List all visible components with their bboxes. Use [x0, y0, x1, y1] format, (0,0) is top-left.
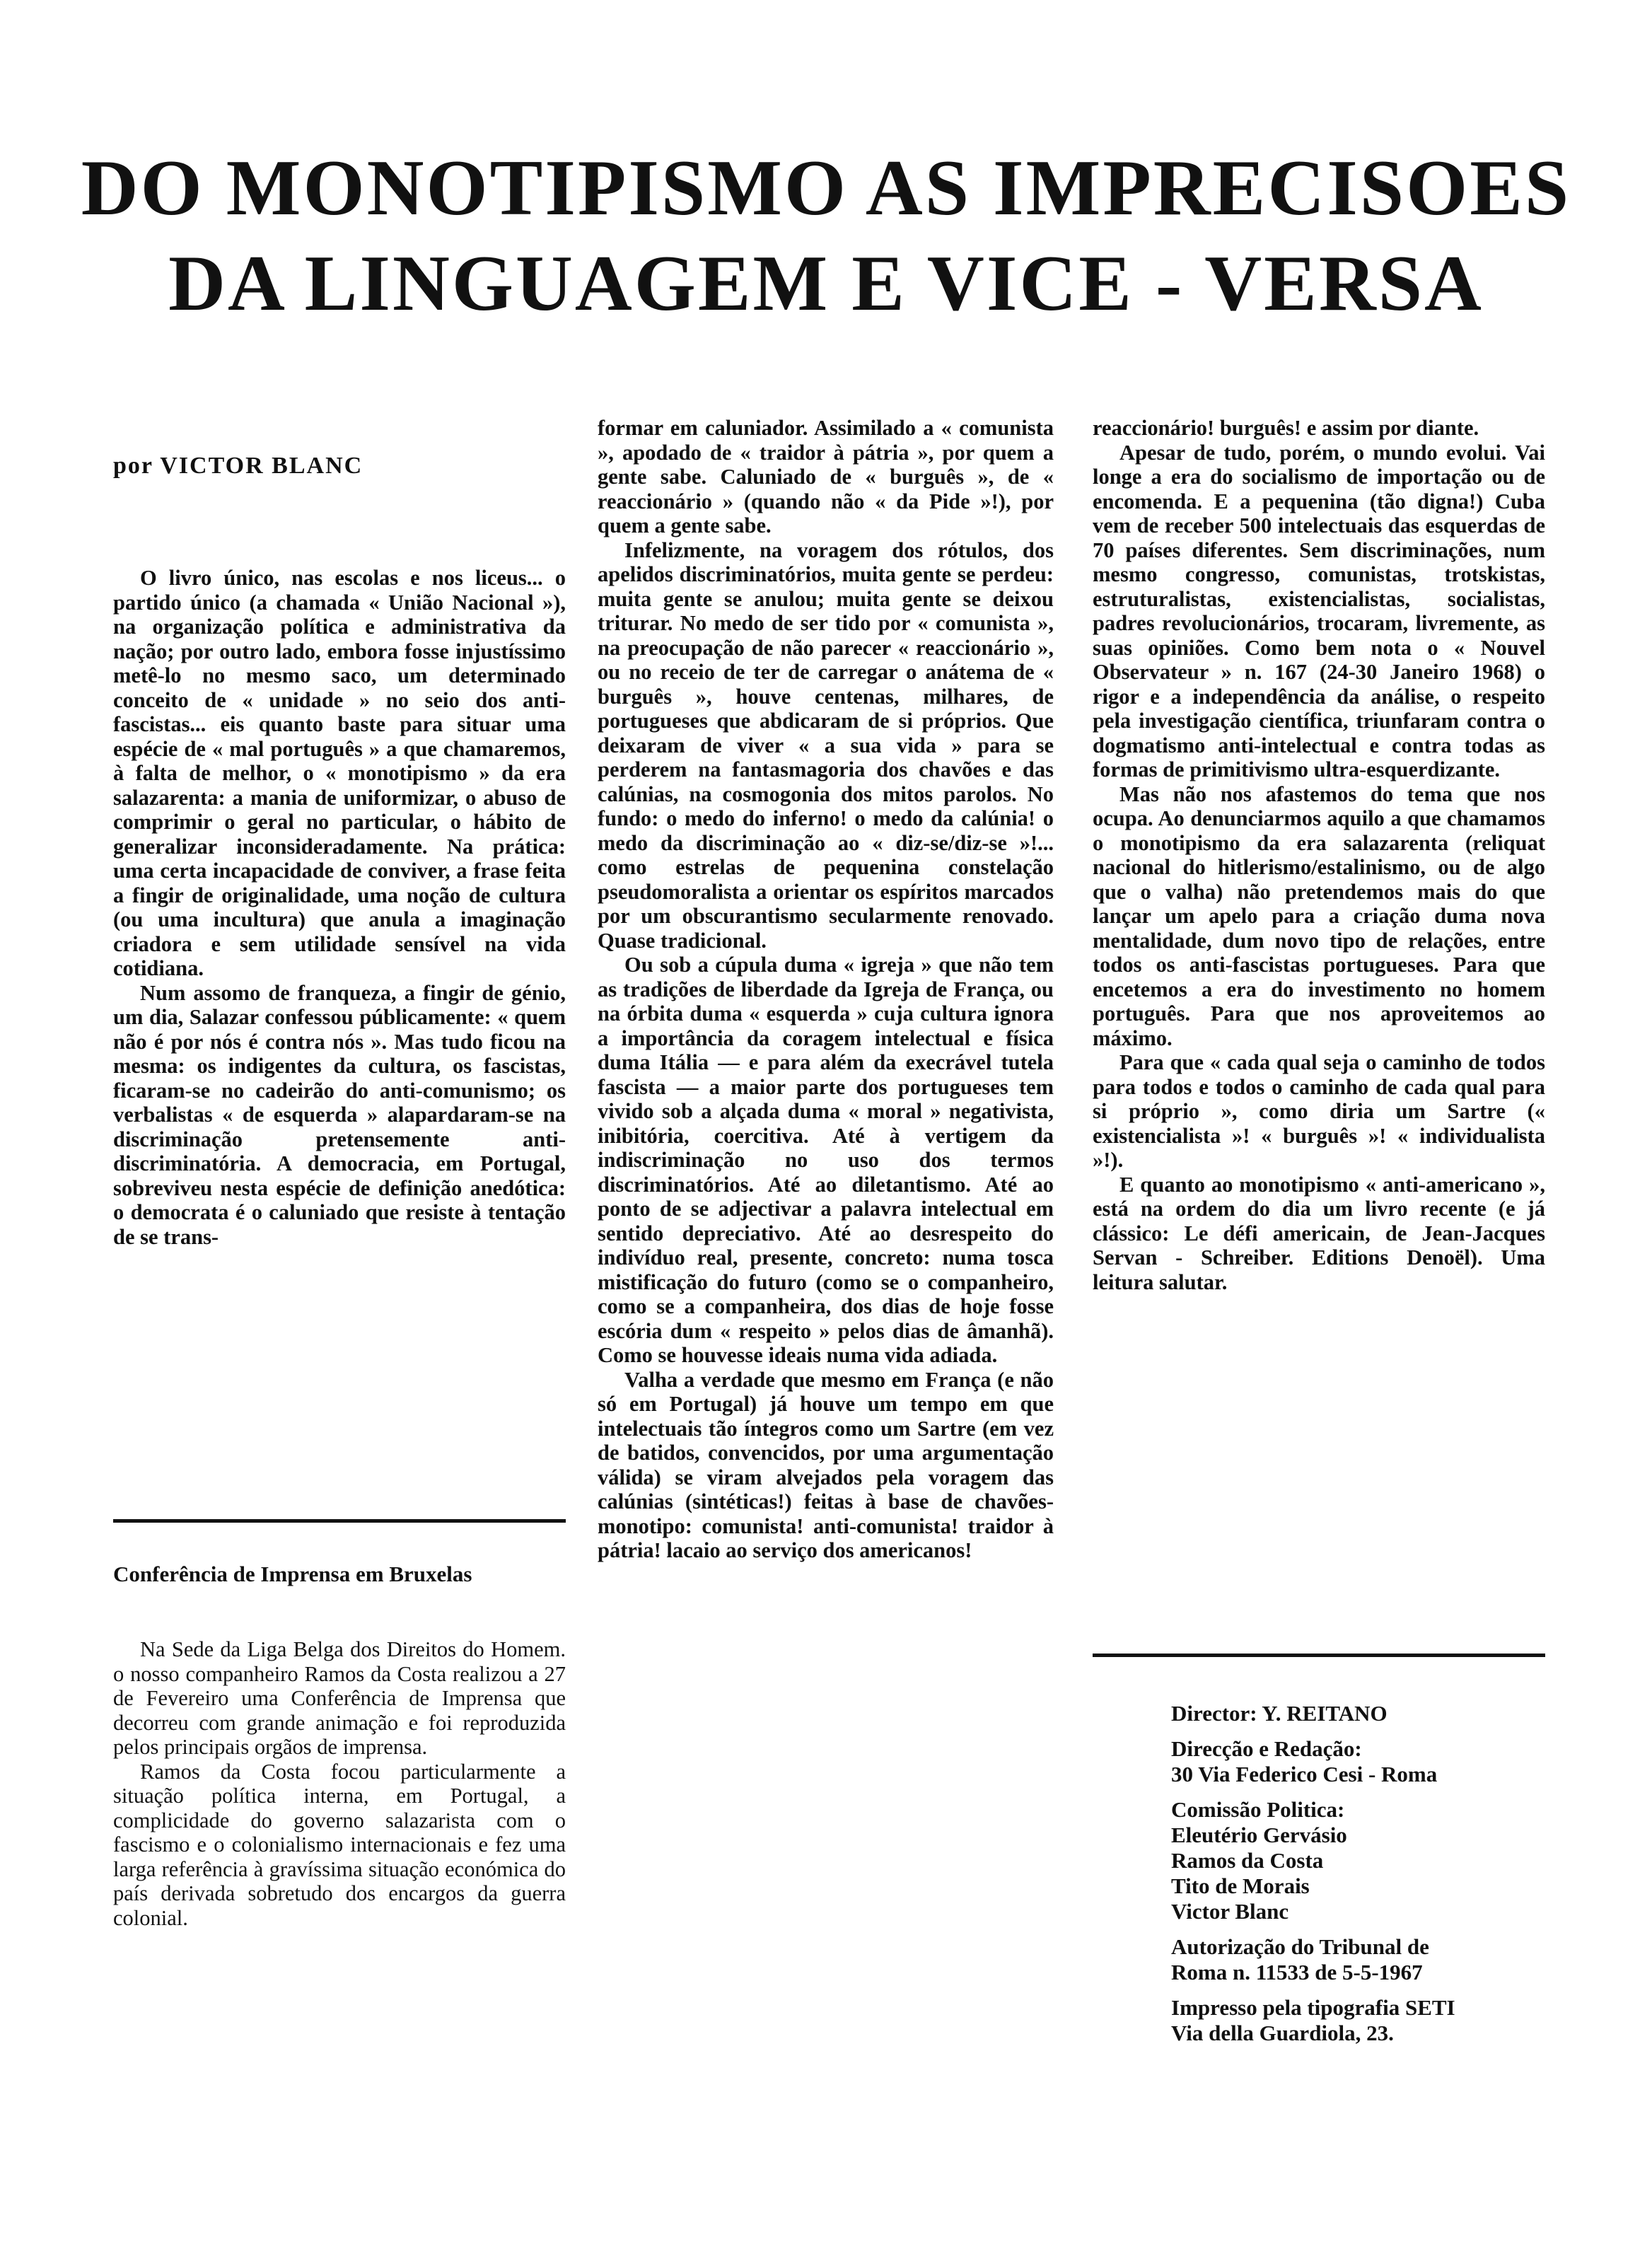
article-paragraph: Apesar de tudo, porém, o mundo evolui. Vai longe a era do socialismo de importação ou de encomenda. E a pequenina (tão digna!) Cuba vem de receber 500 intelectuais das esquerdas de 70 países diferentes. Sem discriminações, num mesmo congresso, comunistas, trotskistas, estruturalistas, existencialistas, socialistas, padres revolucionários, trocaram, livremente, as suas opiniões. Como bem nota o « Nouvel Observateur » n. 167 (24-30 Janeiro 1968) o rigor e a independência da análise, o respeito pela investigação científica, triunfaram contra o dogmatismo anti-intelectual e contra todas as formas de primitivismo ultra-esquerdizante.: [1093, 440, 1545, 781]
section-divider: [113, 1519, 566, 1523]
article-paragraph: Ramos da Costa focou particularmente a situação política interna, em Portugal, a complicidade do governo salazarista com o fascismo e o colonialismo internacionais e fez uma larga referência à gravíssima situação económica do país derivada sobretudo dos encargos da guerra colonial.: [113, 1759, 566, 1930]
masthead: [1171, 1701, 1468, 2056]
article-paragraph: Infelizmente, na voragem dos rótulos, dos apelidos discriminatórios, muita gente se perdeu: muita gente se anulou; muita gente se deixou triturar. No medo de ser tido por « comunista », na preocupação de não parecer « reaccionário », ou no receio de ter de carregar o anátema de « burguês », houve centenas, milhares, de portugueses que abdicaram de si próprios. Que deixaram de viver « a sua vida » para se perderem na fantasmagoria dos chavões e das calúnias, na cosmogonia dos mitos parolos. No fundo: o medo do inferno! o medo da calúnia! o medo da discriminação ao « diz-se/diz-se »!... como estrelas de pequenina constelação pseudomoralista a orientar os espíritos marcados por um obscurantismo secularmente renovado. Quase tradicional.: [598, 537, 1054, 953]
article-paragraph: E quanto ao monotipismo « anti-americano », está na ordem do dia um livro recente (e já clássico: Le défi americain, de Jean-Jacques Servan - Schreiber. Editions Denoël). Uma leitura salutar.: [1093, 1172, 1545, 1294]
article-paragraph: Na Sede da Liga Belga dos Direitos do Homem. o nosso companheiro Ramos da Costa realizou a 27 de Fevereiro uma Conferência de Imprensa que decorreu com grande animação e foi reproduzida pelos principais orgãos de imprensa.: [113, 1637, 566, 1759]
printer-line: Impresso pela tipografia SETI: [1171, 1995, 1455, 2020]
director-line: Director: Y. REITANO: [1171, 1701, 1388, 1726]
press-conference-heading: Conferência de Imprensa em Bruxelas: [113, 1562, 472, 1586]
commission-member: Ramos da Costa: [1171, 1848, 1324, 1873]
masthead-divider: [1093, 1654, 1545, 1657]
commission-member: Tito de Morais: [1171, 1873, 1310, 1898]
article-paragraph: Ou sob a cúpula duma « igreja » que não tem as tradições de liberdade da Igreja de França, ou na órbita duma « esquerda » cuja cultura ignora a importância da coragem intelectual e física duma Itália — e para além da execrável tutela fascista — a maior parte dos portugueses tem vivido sob a alçada duma « moral » negativista, inibitória, coercitiva. Até à vertigem da indiscriminação no uso dos termos discriminatórios. Até ao diletantismo. Até ao ponto de se adjectivar a palavra intelectual em sentido depreciativo. Até ao desrespeito do indivíduo real, presente, concreto: numa tosca mistificação do futuro (como se o companheiro, como se a companheira, dos dias de hoje fosse escória dum « respeito » pelos dias de âmanhã). Como se houvesse ideais numa vida adiada.: [598, 953, 1054, 1367]
court-authorization: Autorização do Tribunal de Roma n. 11533 de 5-5-1967: [1171, 1934, 1429, 1984]
article-paragraph: O livro único, nas escolas e nos liceus... o partido único (a chamada « União Nacional »), na organização política e administrativa da nação; por outro lado, embora fosse injustíssimo metê-lo no mesmo saco, um determinado conceito de « unidade » no seio dos anti-fascistas... eis quanto baste para situar uma espécie de « mal português » a que chamaremos, à falta de melhor, o « monotipismo » da era salazarenta: a mania de uniformizar, o abuso de comprimir o geral no particular, o hábito de generalizar inconsideradamente. Na prática: uma certa incapacidade de conviver, a frase feita a fingir de originalidade, uma noção de cultura (ou uma incultura) que anula a imaginação criadora e sem utilidade sensível na vida cotidiana.: [113, 566, 566, 980]
article-paragraph: Para que « cada qual seja o caminho de todos para todos e todos o caminho de cada qual para si próprio », como diria um Sartre (« existencialista »! « burguês »! « individualista »!).: [1093, 1050, 1545, 1172]
article-paragraph: reaccionário! burguês! e assim por diante.: [1093, 416, 1479, 440]
article-paragraph: Valha a verdade que mesmo em França (e não só em Portugal) já houve um tempo em que intelectuais tão íntegros como um Sartre (em vez de batidos, convencidos, por uma argumentação válida) se viram alvejados pela voragem das calúnias (sintéticas!) feitas à base de chavões-monotipo: comunista! anti-comunista! traidor à pátria! lacaio ao serviço dos americanos!: [598, 1367, 1054, 1562]
article-column-3: [1093, 416, 1545, 1294]
press-conference-body: [113, 1637, 566, 1930]
printer-info: [1171, 1995, 1468, 2046]
article-column-1: [113, 566, 566, 1249]
commission-member: Eleutério Gervásio: [1171, 1823, 1347, 1847]
article-paragraph: formar em caluniador. Assimilado a « comunista », apodado de « traidor à pátria », por quem a gente sabe. Caluniado de « burguês », de « reaccionário » (quando não « da Pide »!), por quem a gente sabe.: [598, 416, 1054, 537]
byline: por VICTOR BLANC: [113, 453, 363, 479]
political-commission: [1171, 1797, 1468, 1924]
headline-line-1: DO MONOTIPISMO AS IMPRECISOES: [81, 144, 1571, 232]
commission-member: Victor Blanc: [1171, 1899, 1289, 1924]
editorial-label: Direcção e Redação:: [1171, 1736, 1362, 1761]
article-column-2: [598, 416, 1054, 1563]
article-paragraph: Mas não nos afastemos do tema que nos ocupa. Ao denunciarmos aquilo a que chamamos o monotipismo da era salazarenta (reliquat nacional do hitlerismo/estalinismo, ou de algo que o valha) não pretendemos mais do que lançar um apelo para a criação duma nova mentalidade, dum novo tipo de relações, entre todos os anti-fascistas portugueses. Para que encetemos a era do investimento no homem português. Para que nos aproveitemos ao máximo.: [1093, 781, 1545, 1050]
editorial-address-line: 30 Via Federico Cesi - Roma: [1171, 1762, 1438, 1786]
commission-label: Comissão Politica:: [1171, 1797, 1345, 1822]
printer-address: Via della Guardiola, 23.: [1171, 2021, 1394, 2045]
editorial-address: [1171, 1736, 1468, 1787]
headline-line-2: DA LINGUAGEM E VICE - VERSA: [168, 240, 1484, 327]
article-paragraph: Num assomo de franqueza, a fingir de génio, um dia, Salazar confessou públicamente: « quem não é por nós é contra nós ». Mas tudo ficou na mesma: os indigentes da cultura, os fascistas, ficaram-se no cadeirão do anti-comunismo; os verbalistas « de esquerda » alapardaram-se na discriminação pretensemente anti-discriminatória. A democracia, em Portugal, sobreviveu nesta espécie de definição anedótica: o democrata é o caluniado que resiste à tentação de se trans-: [113, 980, 566, 1249]
